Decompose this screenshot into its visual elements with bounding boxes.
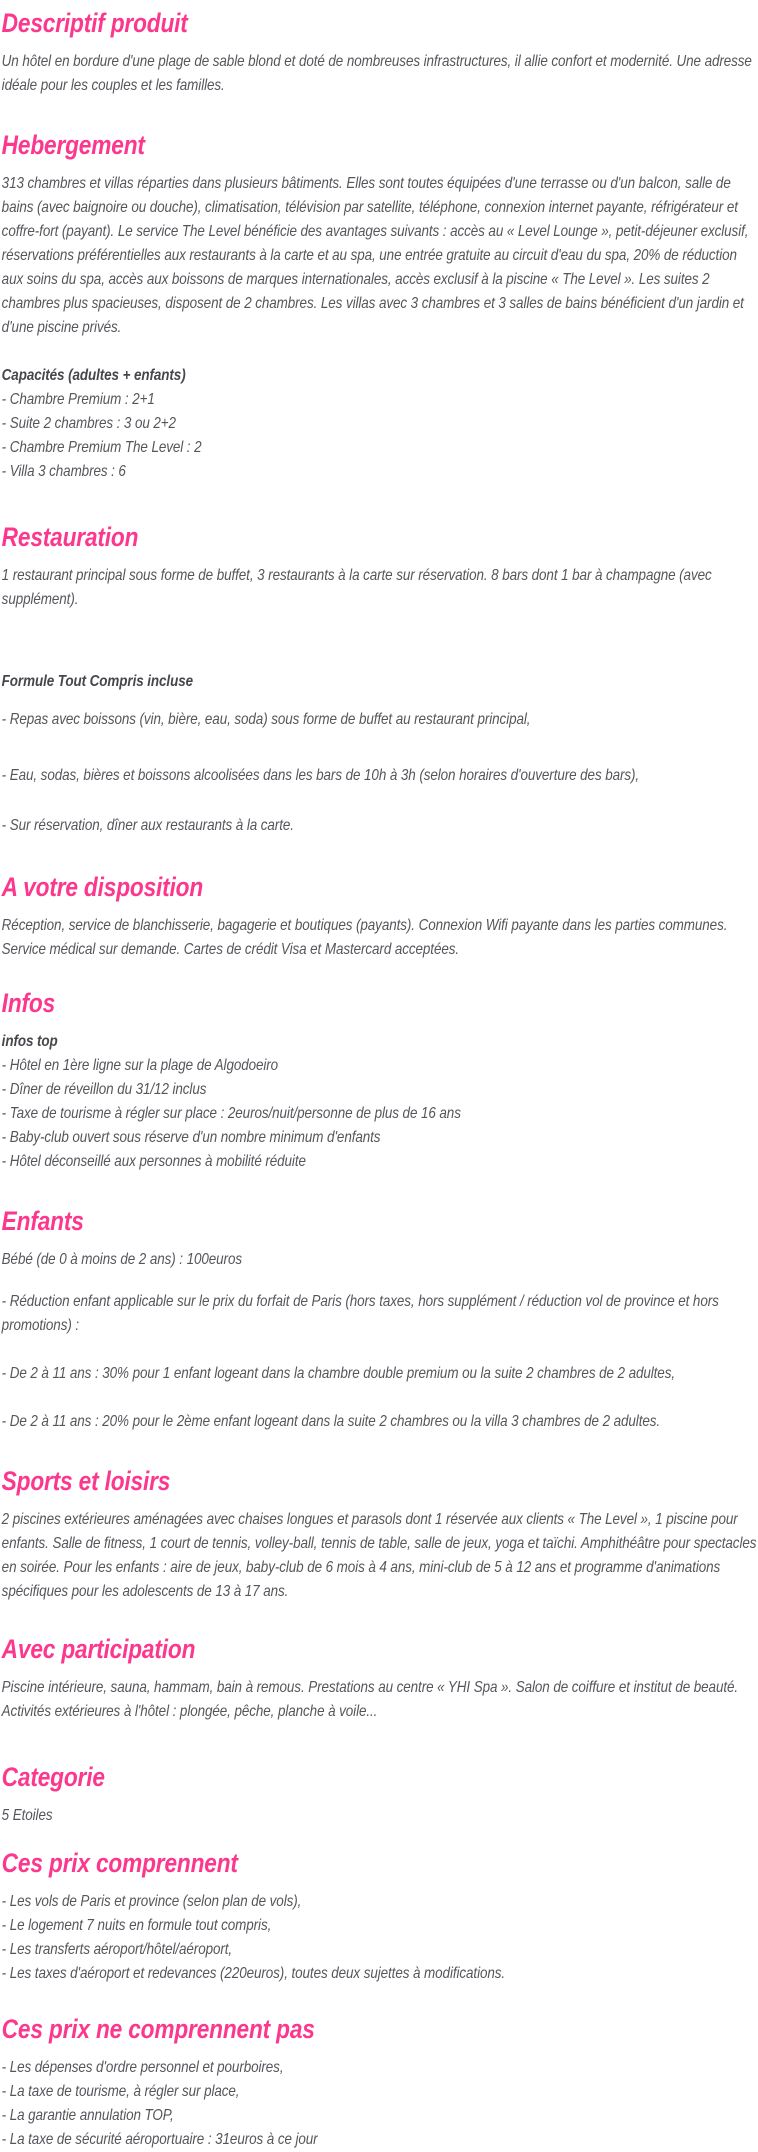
section-title-ces-prix-comprennent: Ces prix comprennent bbox=[1, 1848, 238, 1878]
list-item: - Villa 3 chambres : 6 bbox=[1, 463, 126, 480]
section-title-ces-prix-ne-comprennent-pas: Ces prix ne comprennent pas bbox=[1, 2014, 315, 2044]
section-title-categorie: Categorie bbox=[1, 1762, 105, 1792]
section-title-sports-et-loisirs: Sports et loisirs bbox=[1, 1466, 171, 1496]
infos-block bbox=[2, 1030, 758, 1174]
section-title-restauration: Restauration bbox=[1, 522, 139, 552]
descriptif-body: Un hôtel en bordure d'une plage de sable blond et doté de nombreuses infrastructures, il allie confort et modernité. Une adresse idéale pour les couples et les familles. bbox=[1, 53, 752, 94]
list-item: - Les taxes d'aéroport et redevances (220euros), toutes deux sujettes à modifications. bbox=[1, 1965, 506, 1982]
product-description-document bbox=[0, 6, 758, 2152]
section-title-enfants: Enfants bbox=[1, 1206, 84, 1236]
list-item: - La taxe de tourisme, à régler sur place, bbox=[1, 2083, 240, 2100]
formule-tout-compris-title: Formule Tout Compris incluse bbox=[1, 673, 193, 690]
list-item: - La taxe de sécurité aéroportuaire : 31euros à ce jour bbox=[1, 2131, 318, 2148]
list-item: - Les dépenses d'ordre personnel et pourboires, bbox=[1, 2059, 284, 2076]
list-item: - Taxe de tourisme à régler sur place : 2euros/nuit/personne de plus de 16 ans bbox=[1, 1105, 461, 1122]
categorie-body: 5 Etoiles bbox=[1, 1807, 53, 1824]
list-item: - Les transferts aéroport/hôtel/aéroport, bbox=[1, 1941, 233, 1958]
list-item: - La garantie annulation TOP, bbox=[1, 2107, 174, 2124]
prix-comprennent-block bbox=[2, 1890, 758, 1986]
list-item: - Hôtel en 1ère ligne sur la plage de Algodoeiro bbox=[1, 1057, 279, 1074]
section-title-infos: Infos bbox=[1, 988, 56, 1018]
list-item: - Eau, sodas, bières et boissons alcoolisées dans les bars de 10h à 3h (selon horaires d'ouverture des bars), bbox=[1, 767, 640, 784]
participation-body: Piscine intérieure, sauna, hammam, bain à remous. Prestations au centre « YHI Spa ». Salon de coiffure et institut de beauté. Activités extérieures à l'hôtel : plongée, pêche, planche à voile... bbox=[1, 1679, 739, 1720]
list-item: - Réduction enfant applicable sur le prix du forfait de Paris (hors taxes, hors supplément / réduction vol de province et hors promotions) : bbox=[1, 1293, 719, 1334]
list-item: - Suite 2 chambres : 3 ou 2+2 bbox=[1, 415, 176, 432]
restauration-body: 1 restaurant principal sous forme de buffet, 3 restaurants à la carte sur réservation. 8 bars dont 1 bar à champagne (avec supplément). bbox=[1, 567, 712, 608]
list-item: - Baby-club ouvert sous réserve d'un nombre minimum d'enfants bbox=[1, 1129, 381, 1146]
prix-ne-comprennent-pas-block bbox=[2, 2056, 758, 2152]
capacites-block bbox=[2, 364, 758, 484]
list-item: - Chambre Premium : 2+1 bbox=[1, 391, 155, 408]
list-item: - Le logement 7 nuits en formule tout compris, bbox=[1, 1917, 272, 1934]
list-item: - Repas avec boissons (vin, bière, eau, soda) sous forme de buffet au restaurant principal, bbox=[1, 711, 531, 728]
list-item: Bébé (de 0 à moins de 2 ans) : 100euros bbox=[1, 1251, 242, 1268]
section-title-avec-participation: Avec participation bbox=[1, 1634, 196, 1664]
disposition-body: Réception, service de blanchisserie, bagagerie et boutiques (payants). Connexion Wifi payante dans les parties communes. Service médical sur demande. Cartes de crédit Visa et Mastercard acceptées. bbox=[1, 917, 728, 958]
list-item: - Dîner de réveillon du 31/12 inclus bbox=[1, 1081, 207, 1098]
section-title-hebergement: Hebergement bbox=[1, 130, 145, 160]
section-title-a-votre-disposition: A votre disposition bbox=[1, 872, 204, 902]
list-item: - De 2 à 11 ans : 30% pour 1 enfant logeant dans la chambre double premium ou la suite 2 chambres de 2 adultes, bbox=[1, 1365, 675, 1382]
list-item: - Chambre Premium The Level : 2 bbox=[1, 439, 202, 456]
capacites-title: Capacités (adultes + enfants) bbox=[1, 367, 186, 384]
section-title-descriptif-produit: Descriptif produit bbox=[1, 8, 188, 38]
list-item: - Hôtel déconseillé aux personnes à mobilité réduite bbox=[1, 1153, 306, 1170]
hebergement-body: 313 chambres et villas réparties dans plusieurs bâtiments. Elles sont toutes équipées d'une terrasse ou d'un balcon, salle de bains (avec baignoire ou douche), climatisation, télévision par satellite, téléphone, connexion internet payante, réfrigérateur et coffre-fort (payant). Le service The Level bénéficie des avantages suivants : accès au « Level Lounge », petit-déjeuner exclusif, réservations préférentielles aux restaurants à la carte et au spa, une entrée gratuite au circuit d'eau du spa, 20% de réduction aux soins du spa, accès aux boissons de marques internationales, accès exclusif à la piscine « The Level ». Les suites 2 chambres plus spacieuses, disposent de 2 chambres. Les villas avec 3 chambres et 3 salles de bains bénéficient d'un jardin et d'une piscine privés. bbox=[1, 175, 749, 336]
list-item: - Sur réservation, dîner aux restaurants à la carte. bbox=[1, 817, 294, 834]
list-item: - Les vols de Paris et province (selon plan de vols), bbox=[1, 1893, 302, 1910]
sports-body: 2 piscines extérieures aménagées avec chaises longues et parasols dont 1 réservée aux clients « The Level », 1 piscine pour enfants. Salle de fitness, 1 court de tennis, volley-ball, tennis de table, salle de jeux, yoga et taïchi. Amphithéâtre pour spectacles en soirée. Pour les enfants : aire de jeux, baby-club de 6 mois à 4 ans, mini-club de 5 à 12 ans et programme d'animations spécifiques pour les adolescents de 13 à 17 ans. bbox=[1, 1511, 757, 1600]
infos-top-subtitle: infos top bbox=[1, 1033, 58, 1050]
list-item: - De 2 à 11 ans : 20% pour le 2ème enfant logeant dans la suite 2 chambres ou la villa 3 chambres de 2 adultes. bbox=[1, 1413, 661, 1430]
